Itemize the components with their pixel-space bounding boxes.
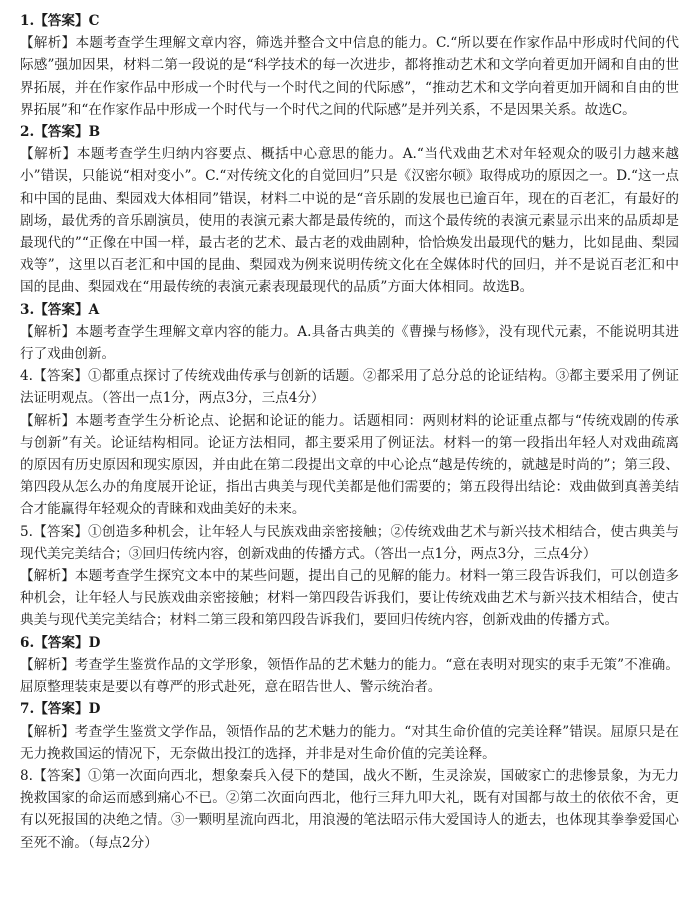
answer-line: 7.【答案】D bbox=[20, 701, 101, 718]
answer-line: 8.【答案】①第一次面向西北，想象秦兵入侵下的楚国，战火不断，生灵涂炭，国破家亡的悲惨景象，为无力挽救国家的命运而感到痛心不已。②第二次面向西北，他行三拜九叩大礼，既有对国都与故土的依依不舍，更有以死报国的决绝之情。③一颗明星流向西北，用浪漫的笔法昭示伟大爱国诗人的逝去，也体现其拳拳爱国心至死不渝。（每点2分） bbox=[20, 767, 679, 851]
answer-line: 2.【答案】B bbox=[20, 124, 101, 141]
answer-item-5 bbox=[14, 521, 679, 632]
answer-line: 5.【答案】①创造多种机会，让年轻人与民族戏曲亲密接触；②传统戏曲艺术与新兴技术相结合，使古典美与现代美完美结合；③回归传统内容，创新戏曲的传播方式。（答出一点1分，两点3分，三点4分） bbox=[20, 523, 679, 562]
answer-item-8 bbox=[14, 765, 679, 854]
answer-item-3 bbox=[14, 299, 679, 366]
answer-item-1 bbox=[14, 10, 679, 121]
analysis-text: 【解析】本题考查学生探究文本中的某些问题，提出自己的见解的能力。材料一第三段告诉我们，可以创造多种机会，让年轻人与民族戏曲亲密接触；材料一第四段告诉我们，要让传统戏曲艺术与新兴技术相结合，使古典美与现代美完美结合；材料二第三段和第四段告诉我们，要回归传统内容，创新戏曲的传播方式。 bbox=[20, 568, 679, 629]
analysis-text: 【解析】本题考查学生归纳内容要点、概括中心意思的能力。A.“当代戏曲艺术对年轻观众的吸引力越来越小”错误，只能说“相对变小”。C.“对传统文化的自觉回归”只是《汉密尔顿》取得成功的原因之一。D.“这一点和中国的昆曲、梨园戏大体相同”错误，材料二中说的是“音乐剧的发展也已逾百年，现在的百老汇，有最好的剧场，最优秀的音乐剧演员，使用的表演元素大都是最传统的，而这个最传统的表演元素显示出来的品质却是最现代的”“正像在中国一样，最古老的艺术、最古老的戏曲剧种，恰恰焕发出最现代的魅力，比如昆曲、梨园戏等”，这里以百老汇和中国的昆曲、梨园戏为例来说明传统文化在全媒体时代的回归，并不是说百老汇和中国的昆曲、梨园戏在“用最传统的表演元素表现最现代的品质”方面大体相同。故选B。 bbox=[20, 146, 679, 296]
answer-item-6 bbox=[14, 632, 679, 699]
answer-item-4 bbox=[14, 365, 679, 520]
analysis-text: 【解析】考查学生鉴赏文学作品，领悟作品的艺术魅力的能力。“对其生命价值的完美诠释”错误。屈原只是在无力挽救国运的情况下，无奈做出投江的选择，并非是对生命价值的完美诠释。 bbox=[20, 723, 679, 762]
analysis-text: 【解析】本题考查学生理解文章内容的能力。A.具备古典美的《曹操与杨修》，没有现代元素，不能说明其进行了戏曲创新。 bbox=[20, 323, 679, 363]
answer-item-2 bbox=[14, 121, 679, 299]
answer-line: 4.【答案】①都重点探讨了传统戏曲传承与创新的话题。②都采用了总分总的论证结构。③都主要采用了例证法证明观点。（答出一点1分，两点3分，三点4分） bbox=[20, 368, 679, 407]
analysis-text: 【解析】本题考查学生理解文章内容，筛选并整合文中信息的能力。C.“所以要在作家作品中形成时代间的代际感”强加因果，材料二第一段说的是“科学技术的每一次进步，都将推动艺术和文学向着更加开阔和自由的世界拓展，并在作家作品中形成一个时代与一个时代之间的代际感”，“推动艺术和文学向着更加开阔和自由的世界拓展”和“在作家作品中形成一个时代与一个时代之间的代际感”是并列关系，不是因果关系。故选C。 bbox=[20, 35, 679, 118]
analysis-text: 【解析】考查学生鉴赏作品的文学形象，领悟作品的艺术魅力的能力。“意在表明对现实的束手无策”不准确。屈原整理装束是要以有尊严的形式赴死，意在昭告世人、警示统治者。 bbox=[20, 656, 679, 696]
answer-line: 6.【答案】D bbox=[20, 634, 101, 651]
answer-item-7 bbox=[14, 698, 679, 765]
answer-line: 3.【答案】A bbox=[20, 301, 100, 318]
answer-line: 1.【答案】C bbox=[20, 13, 100, 29]
analysis-text: 【解析】本题考查学生分析论点、论据和论证的能力。话题相同：两则材料的论证重点都与“传统戏剧的传承与创新”有关。论证结构相同。论证方法相同，都主要采用了例证法。材料一的第一段指出年轻人对戏曲疏离的原因有历史原因和现实原因，并由此在第二段提出文章的中心论点“越是传统的，就越是时尚的”；第三段、第四段从怎么办的角度展开论证，指出古典美与现代美都是他们需要的；第五段得出结论：戏曲做到真善美结合才能赢得年轻观众的青睐和戏曲美好的未来。 bbox=[20, 412, 679, 518]
